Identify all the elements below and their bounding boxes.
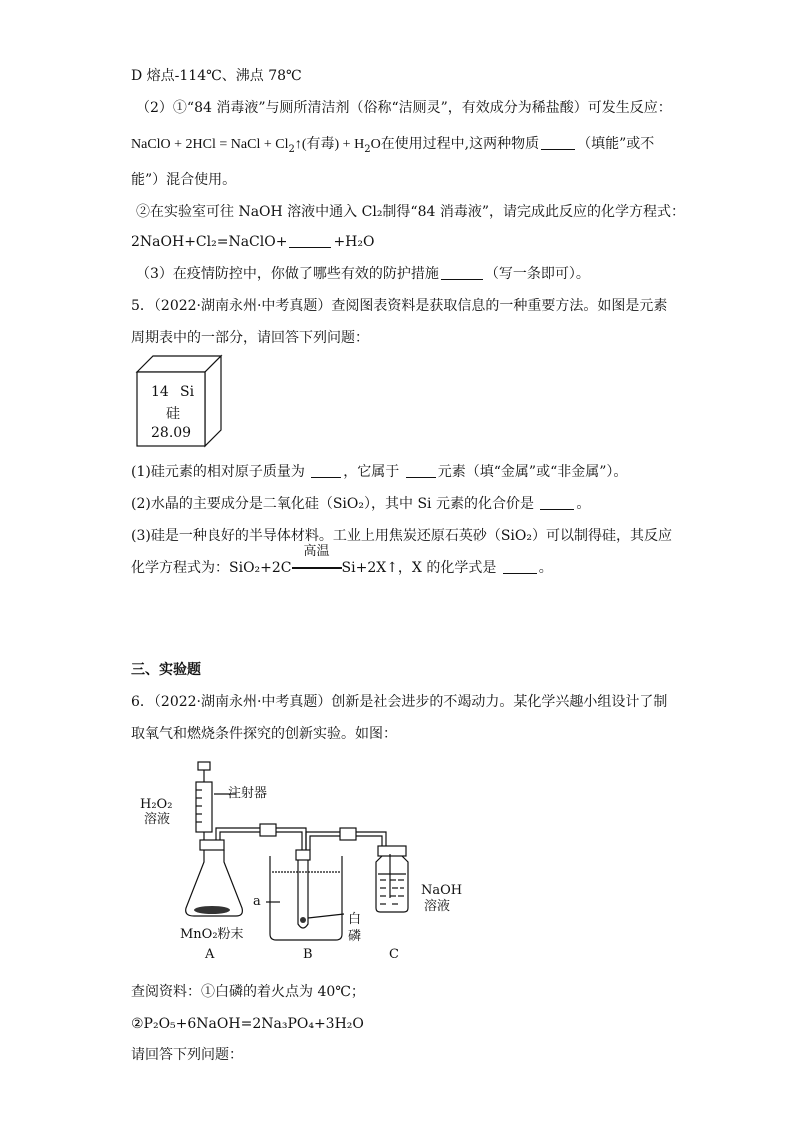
reaction-equation-line: NaClO + 2HCl = NaCl + $Cl_2↑$(有毒) + $H_2O$在使用过程中,这两种物质 （填能”或不 — [131, 136, 655, 155]
element-symbol: Si — [180, 384, 195, 400]
si-eq-pre: 化学方程式为：SiO₂+2C — [131, 560, 292, 576]
answer-blank[interactable] — [289, 233, 331, 248]
q43-pre: （3）在疫情防控中，你做了哪些有效的防护措施 — [136, 266, 439, 282]
label-A: A — [205, 947, 215, 962]
condition-line — [292, 567, 342, 569]
equation-part-2: ↑(有毒) + H — [294, 137, 365, 152]
atomic-mass: 28.09 — [151, 425, 192, 441]
naoh-eq-pre: 2NaOH+Cl₂=NaClO+ — [131, 234, 288, 250]
white-phosphorus — [300, 917, 306, 923]
h2o2-label: H₂O₂ — [140, 797, 173, 812]
phosphorus-label: 磷 — [348, 929, 362, 944]
label-C: C — [389, 947, 399, 962]
condition-text: 高温 — [303, 544, 330, 559]
equation-part-1: NaClO + 2HCl = NaCl + Cl — [131, 137, 289, 152]
equation-after: （填能”或不 — [577, 136, 655, 152]
answer-blank[interactable] — [406, 463, 436, 478]
mno2-label: MnO₂粉末 — [180, 927, 244, 942]
question-5-line-b: 周期表中的一部分，请回答下列问题： — [131, 330, 369, 346]
atomic-number: 14 — [151, 384, 169, 400]
question-5-1 — [131, 462, 627, 482]
syringe-plunger-top — [198, 762, 210, 770]
equation-part-3: O — [370, 137, 381, 152]
naoh-equation-line — [131, 232, 374, 252]
h2o2-solution-label: 溶液 — [144, 812, 171, 827]
question-4-3-line — [136, 264, 590, 284]
answer-blank[interactable] — [540, 495, 574, 510]
q43-post: （写一条即可）。 — [484, 266, 590, 282]
label-a: a — [253, 894, 261, 909]
answer-blank[interactable] — [311, 463, 341, 478]
answer-blank[interactable] — [441, 265, 483, 280]
rubber-joint-2 — [340, 828, 356, 840]
question-6-line-b: 取氧气和燃烧条件探究的创新实验。如图： — [131, 726, 397, 742]
question-6-line-a: 6．（2022·湖南永州·中考真题）创新是社会进步的不竭动力。某化学兴趣小组设计了制 — [131, 694, 668, 710]
question-5-2 — [131, 494, 590, 514]
question-4-2-line: （2）①“84 消毒液”与厕所清洁剂（俗称“洁厕灵”，有效成分为稀盐酸）可发生反应： — [136, 100, 672, 116]
silicon-equation-line — [131, 544, 553, 578]
label-B: B — [303, 947, 313, 962]
question-prompt: 请回答下列问题： — [131, 1047, 243, 1063]
syringe-label: 注射器 — [228, 786, 268, 801]
naoh-label: NaOH — [421, 883, 463, 898]
naoh-solution-label: 溶液 — [424, 899, 451, 914]
question-5-3: (3)硅是一种良好的半导体材料。工业上用焦炭还原石英砂（SiO₂）可以制得硅，其反应 — [131, 528, 672, 544]
si-eq-post: Si+2X↑，X 的化学式是 — [341, 560, 497, 576]
reference-2: ②P₂O₅+6NaOH=2Na₃PO₄+3H₂O — [131, 1016, 364, 1032]
section-title: 三、实验题 — [131, 662, 201, 678]
answer-blank[interactable] — [503, 559, 537, 574]
answer-blank[interactable] — [541, 135, 575, 150]
reaction-condition — [292, 544, 342, 578]
q51-post: 元素（填“金属”或“非金属”）。 — [437, 464, 628, 480]
si-eq-end: 。 — [538, 560, 553, 576]
element-name: 硅 — [166, 406, 180, 422]
white-label: 白 — [348, 912, 362, 927]
reference-1: 查阅资料：①白磷的着火点为 40℃； — [131, 984, 365, 1000]
naoh-eq-post: +H₂O — [333, 234, 375, 250]
q51-mid: ，它属于 — [343, 464, 400, 480]
mno2-powder — [194, 906, 230, 914]
question-4-2b-line: ②在实验室可往 NaOH 溶液中通入 Cl₂制得“84 消毒液”，请完成此反应的化学方程式： — [136, 204, 686, 220]
option-d: D 熔点-114℃、沸点 78℃ — [131, 68, 302, 84]
rubber-joint-1 — [260, 824, 276, 836]
q51-pre: (1)硅元素的相对原子质量为 — [131, 464, 305, 480]
continuation-line: 能”）混合使用。 — [131, 172, 237, 188]
question-5-line-a: 5．（2022·湖南永州·中考真题）查阅图表资料是获取信息的一种重要方法。如图是元素 — [131, 298, 668, 314]
q52-post: 。 — [576, 496, 591, 512]
equation-text: 在使用过程中,这两种物质 — [380, 136, 540, 152]
q52-pre: (2)水晶的主要成分是二氧化硅（SiO₂），其中 Si 元素的化合价是 — [131, 496, 534, 512]
